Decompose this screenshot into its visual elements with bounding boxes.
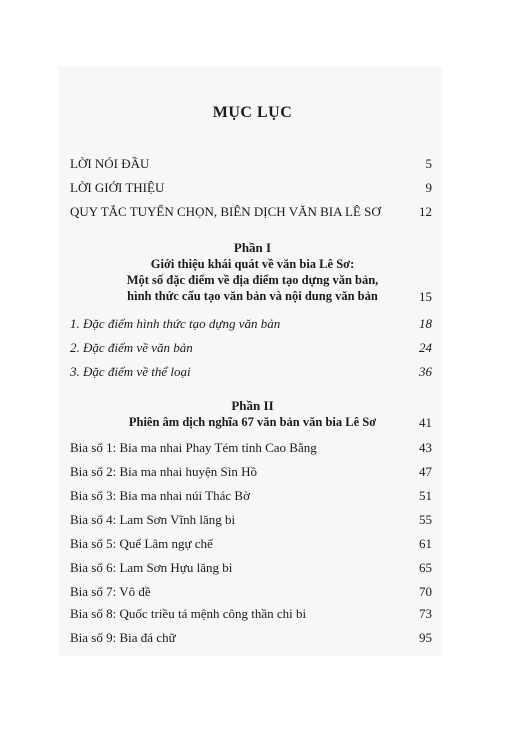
toc-entry-page: 18: [419, 316, 432, 331]
toc-entry-label: Bia số 3: Bia ma nhai núi Thác Bờ: [70, 488, 250, 503]
toc-entry-part1-item1[interactable]: [70, 316, 432, 332]
toc-entry-stele-3[interactable]: [70, 488, 432, 504]
toc-entry-foreword[interactable]: [70, 156, 432, 172]
toc-entry-page: 95: [419, 630, 432, 645]
toc-entry-part1-item2[interactable]: [70, 340, 432, 356]
part1-title-line2: Một số đặc điểm về địa điểm tạo dựng văn bản,: [126, 273, 379, 287]
toc-entry-label: 1. Đặc điểm hình thức tạo dựng văn bản: [70, 316, 281, 331]
toc-entry-stele-2[interactable]: [70, 464, 432, 480]
toc-entry-label: Bia số 4: Lam Sơn Vĩnh lăng bi: [70, 512, 236, 527]
toc-entry-label: QUY TẮC TUYỂN CHỌN, BIÊN DỊCH VĂN BIA LÊ SƠ: [70, 204, 381, 219]
toc-entry-label: LỜI GIỚI THIỆU: [70, 180, 165, 195]
part1-heading: Phần I: [233, 240, 272, 255]
part2-title-line1: Phiên âm dịch nghĩa 67 văn bản văn bia Lê Sơ: [128, 415, 377, 429]
toc-entry-label: LỜI NÓI ĐẦU: [70, 156, 150, 171]
toc-entry-part1-item3[interactable]: [70, 364, 432, 380]
page-title: MỤC LỤC: [212, 104, 293, 121]
toc-entry-page: 55: [419, 512, 432, 527]
toc-entry-label: Bia số 1: Bia ma nhai Phay Tém tỉnh Cao Bằng: [70, 440, 317, 455]
toc-entry-page: 43: [419, 440, 432, 455]
toc-entry-page: 36: [419, 364, 432, 379]
toc-entry-stele-7[interactable]: [70, 584, 432, 600]
part1-page[interactable]: 15: [419, 289, 432, 304]
toc-entry-label: Bia số 2: Bia ma nhai huyện Sìn Hồ: [70, 464, 258, 479]
toc-entry-label: Bia số 9: Bia đá chữ: [70, 630, 176, 645]
toc-entry-label: 3. Đặc điểm về thể loại: [70, 364, 191, 379]
toc-entry-stele-4[interactable]: [70, 512, 432, 528]
part1-title-line1: Giới thiệu khái quát về văn bia Lê Sơ:: [150, 257, 355, 271]
toc-entry-rules[interactable]: [70, 204, 432, 220]
toc-entry-label: Bia số 5: Quế Lâm ngự chế: [70, 536, 213, 551]
toc-entry-stele-1[interactable]: [70, 440, 432, 456]
toc-entry-label: Bia số 8: Quốc triều tá mệnh công thần chi bi: [70, 606, 307, 621]
toc-entry-page: 61: [419, 536, 432, 551]
part1-title-line3: hình thức cấu tạo văn bản và nội dung văn bản: [127, 289, 378, 303]
toc-entry-page: 65: [419, 560, 432, 575]
toc-entry-stele-9[interactable]: [70, 630, 432, 646]
toc-entry-page: 12: [419, 204, 432, 219]
toc-entry-stele-6[interactable]: [70, 560, 432, 576]
part2-page[interactable]: 41: [419, 415, 432, 430]
toc-entry-stele-5[interactable]: [70, 536, 432, 552]
toc-entry-label: 2. Đặc điểm về văn bản: [70, 340, 193, 355]
toc-entry-page: 24: [419, 340, 432, 355]
toc-entry-page: 5: [425, 156, 432, 171]
toc-entry-stele-8[interactable]: [70, 606, 432, 622]
toc-entry-page: 70: [419, 584, 432, 599]
toc-entry-page: 73: [419, 606, 432, 621]
part2-heading: Phần II: [231, 398, 274, 413]
toc-entry-label: Bia số 6: Lam Sơn Hựu lăng bi: [70, 560, 233, 575]
toc-entry-page: 9: [425, 180, 432, 195]
toc-entry-introduction[interactable]: [70, 180, 432, 196]
toc-entry-page: 47: [419, 464, 432, 479]
toc-entry-label: Bia số 7: Vô đề: [70, 584, 151, 599]
toc-entry-page: 51: [419, 488, 432, 503]
